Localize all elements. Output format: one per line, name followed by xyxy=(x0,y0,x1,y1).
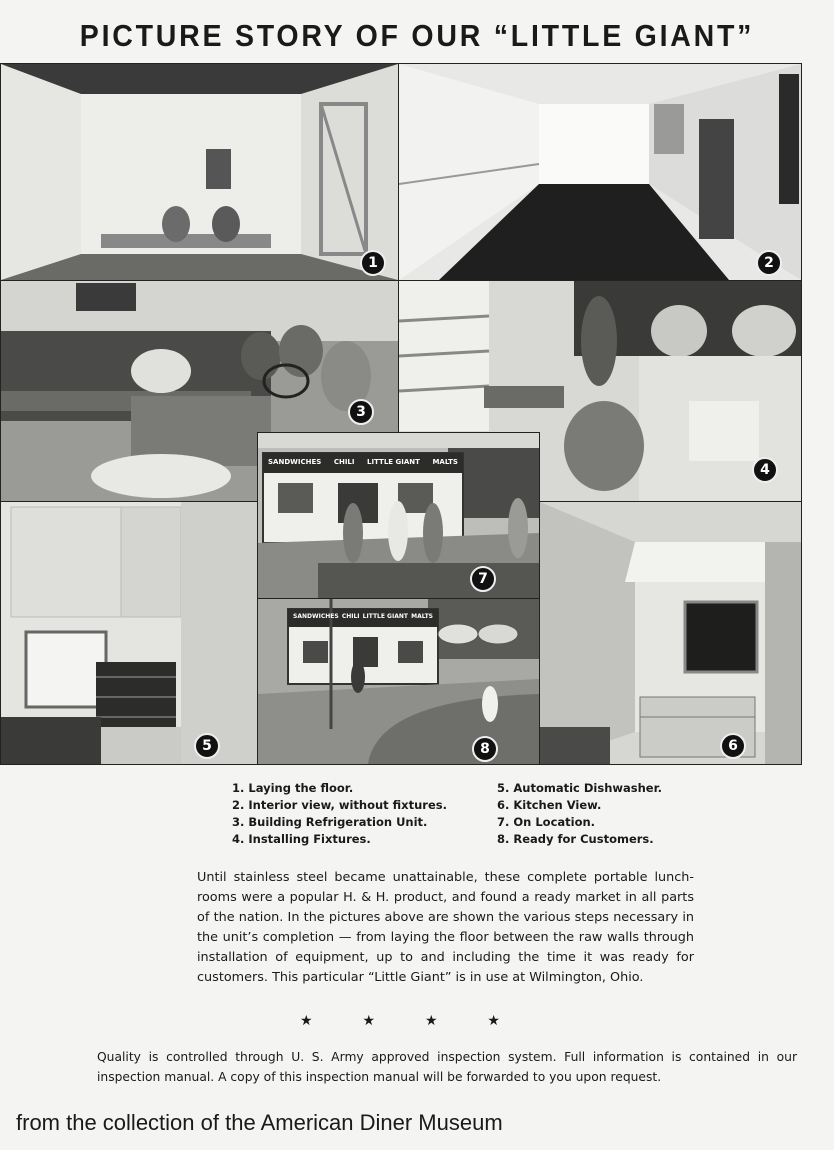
photo-2 xyxy=(398,63,802,281)
caption-5: 5. Automatic Dishwasher. xyxy=(497,781,662,795)
star-divider xyxy=(300,1013,500,1029)
sign-sandwiches: SANDWICHES xyxy=(293,613,339,620)
sign-sandwiches: SANDWICHES xyxy=(268,458,322,466)
photo-number-6: 6 xyxy=(720,733,746,759)
photo-5 xyxy=(0,501,258,765)
body-paragraph: Until stainless steel became unattainable, these complete portable lunch-rooms were a popular H. & H. product, and found a ready market in all parts of the nation. In the pictures above are shown the various steps necessary in the unit’s completion — from laying the floor between the raw walls through installation of equipment, up to and including the time it was ready for customers. This particular “Little Giant” is in use at Wilmington, Ohio. xyxy=(197,870,694,985)
photo-7 xyxy=(257,432,540,599)
sign-chili: CHILI xyxy=(341,613,360,620)
star-icon: ★ xyxy=(362,1013,376,1029)
caption-6: 6. Kitchen View. xyxy=(497,798,602,812)
photo-6 xyxy=(539,501,802,765)
interior-view-photo-icon xyxy=(399,64,801,280)
star-icon: ★ xyxy=(424,1013,438,1029)
photo-number-5: 5 xyxy=(194,733,220,759)
dishwasher-photo-icon xyxy=(1,502,257,764)
caption-8: 8. Ready for Customers. xyxy=(497,832,654,846)
sign-malts: MALTS xyxy=(432,458,458,466)
star-icon: ★ xyxy=(300,1013,313,1029)
laying-floor-photo-icon xyxy=(1,64,398,280)
caption-3: 3. Building Refrigeration Unit. xyxy=(232,815,428,829)
sign-little-giant: LITTLE GIANT xyxy=(367,458,420,466)
captions-right xyxy=(497,780,662,848)
photo-number-7: 7 xyxy=(470,566,496,592)
caption-2: 2. Interior view, without fixtures. xyxy=(232,798,447,812)
photo-number-4: 4 xyxy=(752,457,778,483)
photo-number-2: 2 xyxy=(756,250,782,276)
caption-1: 1. Laying the floor. xyxy=(232,781,354,795)
sign-little-giant: LITTLE GIANT xyxy=(362,613,408,620)
sign-chili: CHILI xyxy=(333,458,355,466)
photo-number-1: 1 xyxy=(360,250,386,276)
captions-left xyxy=(232,780,447,848)
star-icon: ★ xyxy=(487,1013,500,1029)
kitchen-view-photo-icon xyxy=(540,502,801,764)
photo-number-3: 3 xyxy=(348,399,374,425)
caption-4: 4. Installing Fixtures. xyxy=(232,832,371,846)
quality-paragraph: Quality is controlled through U. S. Army approved inspection system. Full information is contained in our inspection manual. A copy of this inspection manual will be forwarded to you upon request. xyxy=(97,1050,797,1084)
ready-for-customers-photo-icon xyxy=(258,599,539,764)
caption-7: 7. On Location. xyxy=(497,815,596,829)
sign-malts: MALTS xyxy=(411,613,433,620)
page-title: PICTURE STORY OF OUR “LITTLE GIANT” xyxy=(79,18,755,53)
photo-8 xyxy=(257,598,540,765)
collection-credit: from the collection of the American Diner Museum xyxy=(16,1110,503,1135)
photo-1 xyxy=(0,63,399,281)
photo-number-8: 8 xyxy=(472,736,498,762)
